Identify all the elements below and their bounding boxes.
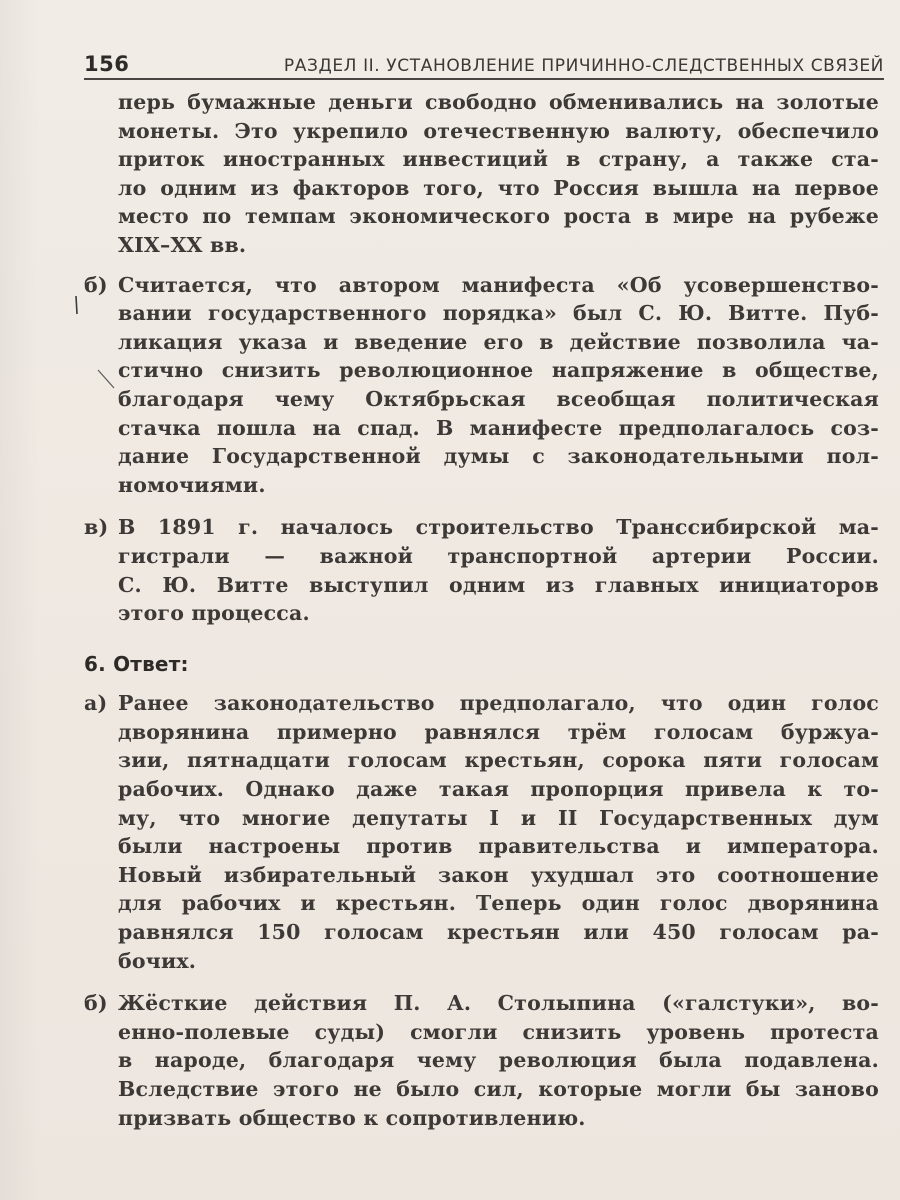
item-a-electoral-law (84, 689, 879, 975)
text-line: призвать общество к сопротивлению. (118, 1105, 586, 1130)
text-line: зии, пятнадцати голосам крестьян, сорока пяти голосам (118, 748, 879, 773)
text-line: вании государственного порядка» был С. Ю. Витте. Пуб- (118, 301, 879, 326)
item-marker: в) (84, 515, 109, 540)
item-b-stolypin (84, 989, 879, 1132)
text-line: номочиями. (118, 472, 266, 497)
item-marker: а) (84, 691, 108, 716)
text-line: ликация указа и введение его в действие позволила ча- (118, 329, 879, 354)
text-line: перь бумажные деньги свободно обменивались на золотые (118, 90, 879, 114)
text-line: XIX–XX вв. (118, 232, 247, 257)
item-v-transsib (84, 513, 879, 627)
text-line: С. Ю. Витте выступил одним из главных инициаторов (118, 572, 879, 597)
text-line: енно-полевые суды) смогли снизить уровень протеста (118, 1019, 879, 1044)
text-line: равнялся 150 голосам крестьян или 450 голосам ра- (118, 920, 879, 945)
text-line: монеты. Это укрепило отечественную валюту, обеспечило (118, 118, 879, 143)
text-line: дание Государственной думы с законодательными пол- (118, 444, 879, 469)
text-line: му, что многие депутаты I и II Государственных дум (118, 805, 879, 830)
answer-heading: 6. Ответ: (84, 651, 189, 676)
text-line: благодаря чему Октябрьская всеобщая политическая (118, 386, 879, 411)
text-line: этого процесса. (118, 601, 310, 626)
text-line: приток иностранных инвестиций в страну, а также ста- (118, 147, 879, 172)
running-head: РАЗДЕЛ II. УСТАНОВЛЕНИЕ ПРИЧИННО-СЛЕДСТВЕННЫХ СВЯЗЕЙ (283, 56, 884, 76)
text-line: были настроены против правительства и императора. (118, 834, 879, 859)
item-marker: б) (84, 991, 108, 1016)
item-b-witte-manifesto (84, 271, 879, 500)
item-marker: б) (84, 272, 108, 297)
text-line: стачка пошла на спад. В манифесте предполагалось соз- (118, 415, 879, 440)
text-line: Новый избирательный закон ухудшал это соотношение (118, 862, 879, 887)
text-line: Считается, что автором манифеста «Об усовершенство- (118, 272, 879, 297)
text-line: стично снизить революционное напряжение в обществе, (118, 358, 879, 383)
text-line: Жёсткие действия П. А. Столыпина («галстуки», во- (118, 991, 879, 1016)
text-line: для рабочих и крестьян. Теперь один голос дворянина (118, 891, 879, 916)
page-header (84, 44, 884, 76)
text-line: В 1891 г. началось строительство Транссибирской ма- (118, 515, 879, 540)
text-line: ло одним из факторов того, что Россия вышла на первое (118, 175, 879, 200)
page-number: 156 (84, 52, 130, 76)
text-line: дворянина примерно равнялся трём голосам буржуа- (118, 719, 879, 744)
header-rule (84, 78, 884, 80)
text-line: рабочих. Однако даже такая пропорция привела к то- (118, 777, 879, 802)
text-line: место по темпам экономического роста в мире на рубеже (118, 204, 879, 229)
text-line: бочих. (118, 948, 197, 973)
intro-continuation (84, 88, 879, 260)
text-line: Ранее законодательство предполагало, что один голос (118, 691, 879, 716)
text-line: в народе, благодаря чему революция была подавлена. (118, 1048, 879, 1073)
text-line: гистрали — важной транспортной артерии России. (118, 543, 879, 568)
page-body (84, 88, 879, 1132)
text-line: Вследствие этого не было сил, которые могли бы заново (118, 1077, 879, 1101)
